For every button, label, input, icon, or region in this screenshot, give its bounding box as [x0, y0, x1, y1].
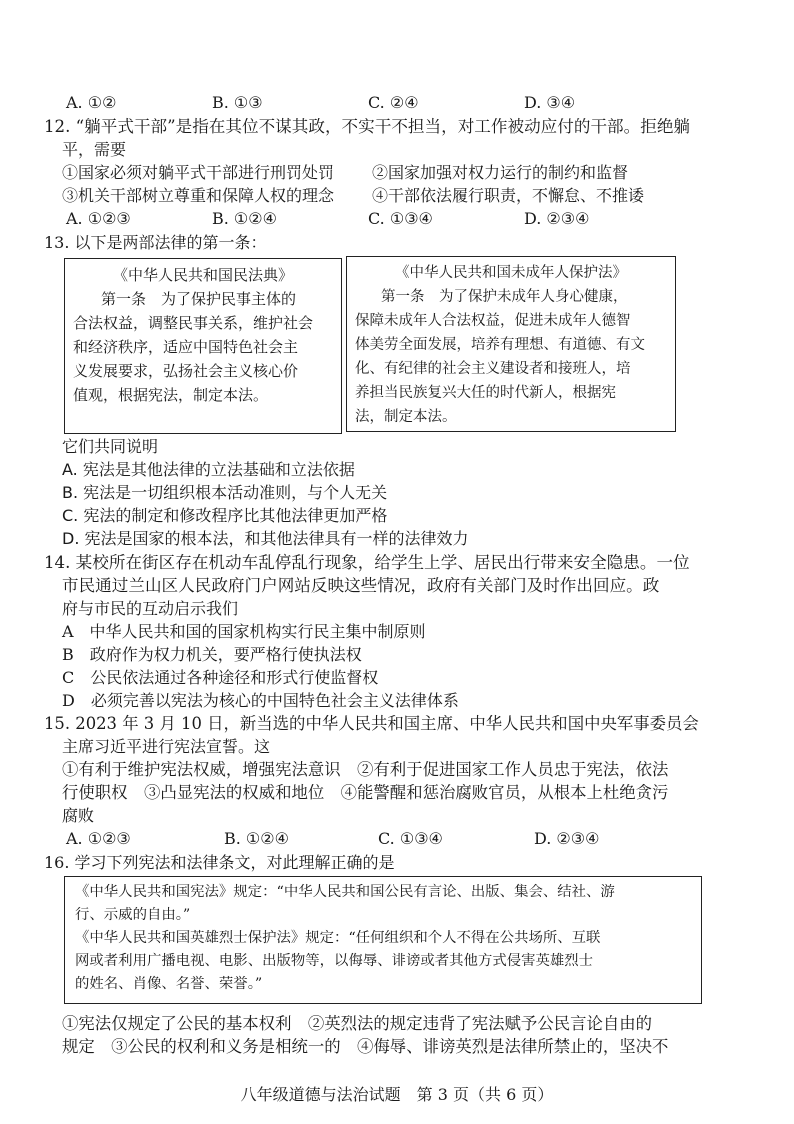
q13-stem: 13. 以下是两部法律的第一条： — [44, 233, 267, 252]
q15-items-line-2: 行使职权 ③凸显宪法的权威和地位 ④能警醒和惩治腐败官员，从根本上杜绝贪污 — [62, 783, 669, 802]
q13-left-box-line: 第一条 为了保护民事主体的 — [101, 290, 297, 308]
q13-left-box-title: 《中华人民共和国民法典》 — [112, 266, 293, 284]
q11-option-b: B. ①③ — [212, 93, 263, 112]
q12-option-c: C. ①③④ — [368, 209, 433, 228]
q13-right-box-line: 第一条 为了保护未成年人身心健康， — [381, 289, 628, 305]
q16-box-line: 网或者利用广播电视、电影、出版物等，以侮辱、诽谤或者其他方式侵害英雄烈士 — [75, 953, 594, 969]
q13-option-a: A. 宪法是其他法律的立法基础和立法依据 — [62, 460, 355, 479]
q16-items-line-1: ①宪法仅规定了公民的基本权利 ②英烈法的规定违背了宪法赋予公民言论自由的 — [62, 1014, 653, 1033]
q15-option-b: B. ①②④ — [224, 829, 289, 848]
q14-stem-line-2: 市民通过兰山区人民政府门户网站反映这些情况，政府有关部门及时作出回应。政 — [62, 576, 660, 595]
q16-box-line: 《中华人民共和国宪法》规定：“中华人民共和国公民有言论、出版、集会、结社、游 — [75, 884, 615, 900]
q14-stem-line-3: 府与市民的互动启示我们 — [62, 599, 239, 618]
q13-option-b: B. 宪法是一切组织根本活动准则，与个人无关 — [62, 483, 388, 502]
q12-item-2: ②国家加强对权力运行的制约和监督 — [372, 163, 629, 182]
q13-right-box-line: 法，制定本法。 — [355, 409, 457, 425]
q13-option-c: C. 宪法的制定和修改程序比其他法律更加严格 — [62, 506, 388, 525]
q11-option-d: D. ③④ — [524, 93, 576, 112]
q13-left-box-line: 值观，根据宪法，制定本法。 — [73, 386, 269, 404]
q12-stem-line-1: 12. “躺平式干部”是指在其位不谋其政，不实干不担当，对工作被动应付的干部。拒绝躺 — [44, 117, 691, 136]
q13-minors-law-box — [346, 256, 676, 432]
q13-right-box-line: 保障未成年人合法权益，促进未成年人德智 — [355, 313, 631, 329]
q16-box-line: 行、示威的自由。” — [75, 907, 191, 923]
q12-item-3: ③机关干部树立尊重和保障人权的理念 — [62, 186, 335, 205]
q15-stem-line-2: 主席习近平进行宪法宣誓。这 — [62, 737, 271, 756]
q15-items-line-1: ①有利于维护宪法权威，增强宪法意识 ②有利于促进国家工作人员忠于宪法，依法 — [62, 760, 669, 779]
q16-law-box — [64, 876, 702, 1004]
q15-option-a: A. ①②③ — [66, 829, 131, 848]
q11-option-a: A. ①② — [66, 93, 117, 112]
q13-civil-code-box — [64, 258, 342, 434]
q16-stem: 16. 学习下列宪法和法律条文，对此理解正确的是 — [44, 853, 395, 872]
q13-right-box-line: 养担当民族复兴大任的时代新人，根据宪 — [355, 385, 616, 401]
q13-right-box-line: 体美劳全面发展，培养有理想、有道德、有文 — [355, 337, 645, 353]
q15-items-line-3: 腐败 — [62, 806, 95, 825]
q13-left-box-line: 义发展要求，弘扬社会主义核心价 — [73, 362, 299, 380]
q11-option-c: C. ②④ — [368, 93, 419, 112]
q12-stem-line-2: 平，需要 — [62, 140, 127, 159]
q12-option-b: B. ①②④ — [212, 209, 277, 228]
q12-item-4: ④干部依法履行职责，不懈怠、不推诿 — [372, 186, 645, 205]
q13-right-box-line: 化、有纪律的社会主义建设者和接班人，培 — [355, 361, 631, 377]
q15-option-c: C. ①③④ — [378, 829, 443, 848]
q13-right-box-title: 《中华人民共和国未成年人保护法》 — [395, 265, 627, 281]
q14-option-d: D 必须完善以宪法为核心的中国特色社会主义法律体系 — [62, 691, 459, 710]
q13-left-box-line: 和经济秩序，适应中国特色社会主 — [73, 338, 299, 356]
q15-option-d: D. ②③④ — [534, 829, 600, 848]
q15-stem-line-1: 15. 2023 年 3 月 10 日，新当选的中华人民共和国主席、中华人民共和国中央军事委员会 — [44, 714, 699, 733]
q14-stem-line-1: 14. 某校所在街区存在机动车乱停乱行现象，给学生上学、居民出行带来安全隐患。一位 — [44, 553, 690, 572]
q12-item-1: ①国家必须对躺平式干部进行刑罚处罚 — [62, 163, 335, 182]
q12-option-a: A. ①②③ — [66, 209, 131, 228]
q16-box-line: 《中华人民共和国英雄烈士保护法》规定：“任何组织和个人不得在公共场所、互联 — [75, 930, 601, 946]
q12-option-d: D. ②③④ — [524, 209, 590, 228]
q13-question: 它们共同说明 — [62, 437, 159, 456]
q14-option-b: B 政府作为权力机关，要严格行使执法权 — [62, 645, 362, 664]
page-footer: 八年级道德与法治试题 第 3 页（共 6 页） — [240, 1085, 554, 1104]
q16-box-line: 的姓名、肖像、名誉、荣誉。” — [75, 976, 263, 992]
q14-option-a: A 中华人民共和国的国家机构实行民主集中制原则 — [62, 622, 426, 641]
q13-left-box-line: 合法权益，调整民事关系，维护社会 — [73, 314, 314, 332]
q16-items-line-2: 规定 ③公民的权利和义务是相统一的 ④侮辱、诽谤英烈是法律所禁止的，坚决不 — [62, 1037, 669, 1056]
q14-option-c: C 公民依法通过各种途径和形式行使监督权 — [62, 668, 379, 687]
q13-option-d: D. 宪法是国家的根本法，和其他法律具有一样的法律效力 — [62, 529, 469, 548]
